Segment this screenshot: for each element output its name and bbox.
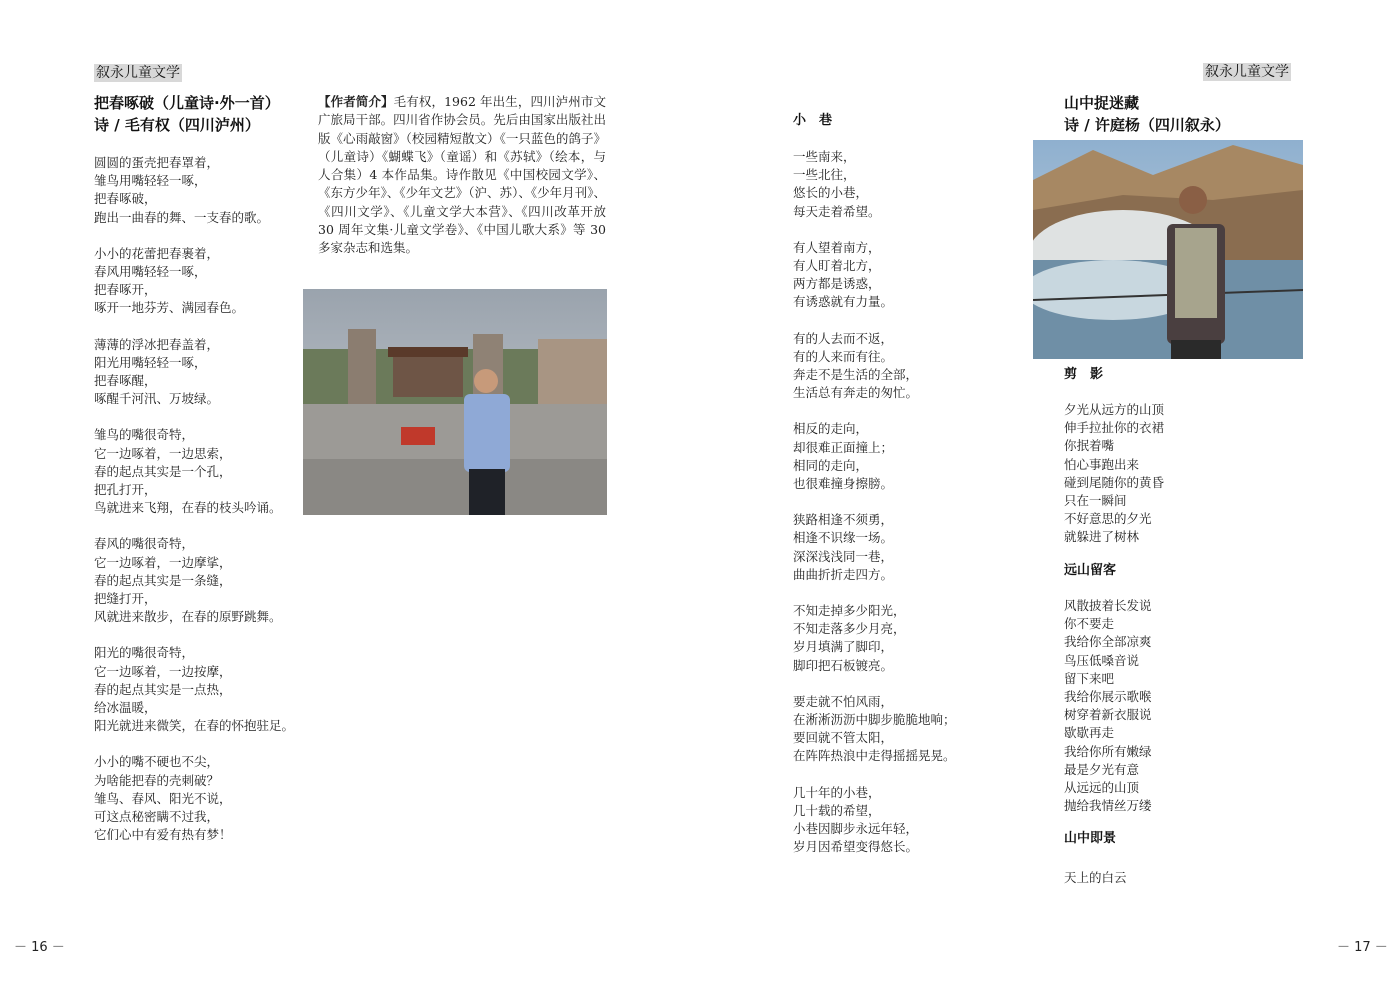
poem-line: 在淅淅沥沥中脚步脆脆地响；	[793, 712, 956, 728]
xiaoxiang-poem-body	[793, 148, 993, 875]
poem-line: 树穿着新衣服说	[1064, 707, 1152, 723]
author-bio-label: 【作者简介】	[318, 94, 394, 109]
jianying-poem-body	[1064, 401, 1304, 547]
jianying-title: 剪 影	[1064, 367, 1104, 382]
poem-line: 把春啄醒，	[94, 373, 157, 389]
poem-line: 不好意思的夕光	[1064, 511, 1152, 527]
poem-line: 雏鸟的嘴很奇特，	[94, 427, 195, 443]
poem-line: 春风用嘴轻轻一啄，	[94, 264, 207, 280]
right-page-number: － 17 －	[1337, 940, 1388, 955]
poem-stanza	[793, 330, 993, 403]
poem-line: 奔走不是生活的全部，	[793, 367, 919, 383]
right-poem-title: 山中捉迷藏	[1064, 94, 1140, 112]
poem-line: 我给你全部凉爽	[1064, 634, 1152, 650]
right-poem-byline: 诗 / 许庭杨（四川叙永）	[1064, 116, 1230, 134]
poem-line: 你不要走	[1064, 616, 1115, 632]
right-running-header: 叙永儿童文学	[1205, 64, 1289, 80]
poem-stanza	[793, 693, 993, 766]
poem-line: 每天走着希望。	[793, 203, 881, 219]
poem-line: 相逢不识缘一场。	[793, 530, 894, 546]
poem-line: 最是夕光有意	[1064, 761, 1140, 777]
poem-stanza	[793, 511, 993, 584]
poem-line: 风就进来散步，在春的原野跳舞。	[94, 609, 282, 625]
poem-line: 啄开一地芬芳、满园春色。	[94, 300, 245, 316]
poem-line: 把春啄开，	[94, 282, 157, 298]
poem-line: 鸟压低嗓音说	[1064, 652, 1140, 668]
poem-line: 从远远的山顶	[1064, 780, 1140, 796]
poem-line: 只在一瞬间	[1064, 493, 1127, 509]
right-photo-illustration	[1033, 140, 1303, 359]
poem-stanza	[94, 245, 324, 318]
left-author-photo	[303, 289, 607, 515]
poem-line: 要回就不管太阳，	[793, 730, 894, 746]
poem-line: 圆圆的蛋壳把春罩着，	[94, 155, 220, 170]
author-bio-text: 毛有权，1962 年出生，四川泸州市文广旅局干部。四川省作协会员。先后由国家出版社出版《心雨敲窗》（校园精短散文）《一只蓝色的鸽子》（儿童诗）《蝴蝶飞》（童谣）和《苏轼》（绘本，与人合集）4 本作品集。诗作散见《中国校园文学》、《东方少年》、《少年文艺》（沪、苏）、《少年月刊》、《四川文学》、《儿童文学大本营》、《四川改革开放 30 周年文集·儿童文学卷》、《中国儿歌大系》等 30 多家杂志和选集。	[318, 94, 606, 256]
poem-line: 曲曲折折走四方。	[793, 566, 894, 582]
poem-line: 怕心事跑出来	[1064, 456, 1140, 472]
poem-line: 几十年的小巷，	[793, 784, 881, 800]
poem-line: 伸手拉扯你的衣裙	[1064, 420, 1165, 436]
poem-line: 却很难正面撞上；	[793, 439, 894, 455]
poem-line: 啄醒千河汛、万坡绿。	[94, 391, 220, 407]
poem-line: 不知走掉多少阳光，	[793, 603, 906, 619]
poem-stanza	[94, 336, 324, 409]
poem-line: 把春啄破，	[94, 191, 157, 207]
poem-line: 狭路相逢不须勇，	[793, 512, 894, 528]
poem-line: 一些南来，	[793, 149, 856, 164]
poem-line: 脚印把石板镀亮。	[793, 657, 894, 673]
poem-line: 天上的白云	[1064, 870, 1127, 885]
poem-line: 小巷因脚步永远年轻，	[793, 821, 919, 837]
poem-line: 风散披着长发说	[1064, 598, 1152, 613]
poem-line: 留下来吧	[1064, 670, 1115, 686]
poem-line: 几十载的希望，	[793, 802, 881, 818]
poem-line: 它一边啄着，一边摩挲，	[94, 554, 232, 570]
poem-line: 阳光就进来微笑，在春的怀抱驻足。	[94, 718, 295, 734]
poem-line: 有的人来而有往。	[793, 348, 894, 364]
poem-line: 阳光的嘴很奇特，	[94, 645, 195, 661]
poem-line: 小小的嘴不硬也不尖，	[94, 754, 220, 770]
yuanshan-title: 远山留客	[1064, 563, 1117, 578]
xiaoxiang-title: 小 巷	[793, 113, 833, 128]
poem-line: 雏鸟、春风、阳光不说，	[94, 790, 232, 806]
poem-line: 把孔打开，	[94, 482, 157, 498]
poem-line: 两方都是诱惑，	[793, 276, 881, 292]
poem-stanza	[793, 420, 993, 493]
poem-line: 跑出一曲春的舞、一支春的歌。	[94, 209, 270, 225]
author-bio	[318, 93, 606, 258]
poem-stanza	[793, 602, 993, 675]
poem-line: 鸟就进来飞翔，在春的枝头吟诵。	[94, 500, 282, 516]
poem-stanza	[94, 154, 324, 227]
poem-line: 岁月填满了脚印，	[793, 639, 894, 655]
yuanshan-poem-body	[1064, 597, 1304, 815]
poem-line: 碰到尾随你的黄昏	[1064, 474, 1165, 490]
left-poem-title: 把春啄破（儿童诗·外一首）	[94, 94, 280, 112]
poem-line: 有诱惑就有力量。	[793, 294, 894, 310]
poem-line: 可这点秘密瞒不过我，	[94, 809, 220, 825]
poem-line: 一些北往，	[793, 167, 856, 183]
poem-stanza	[94, 753, 324, 844]
poem-line: 我给你展示歌喉	[1064, 689, 1152, 705]
poem-line: 生活总有奔走的匆忙。	[793, 385, 919, 401]
poem-line: 夕光从远方的山顶	[1064, 402, 1165, 417]
poem-line: 春的起点其实是一条缝，	[94, 572, 232, 588]
poem-stanza	[94, 535, 324, 626]
left-poem-body	[94, 154, 324, 863]
poem-line: 悠长的小巷，	[793, 185, 869, 201]
poem-line: 小小的花蕾把春裹着，	[94, 245, 220, 261]
poem-line: 它们心中有爱有热有梦！	[94, 827, 232, 843]
poem-line: 相同的走向，	[793, 457, 869, 473]
poem-line: 春的起点其实是一点热，	[94, 681, 232, 697]
poem-line: 深深浅浅同一巷，	[793, 548, 894, 564]
poem-line: 岁月因希望变得悠长。	[793, 839, 919, 855]
poem-line: 抛给我情丝万缕	[1064, 798, 1152, 814]
poem-line: 雏鸟用嘴轻轻一啄，	[94, 173, 207, 189]
poem-line: 阳光用嘴轻轻一啄，	[94, 354, 207, 370]
poem-line: 要走就不怕风雨，	[793, 693, 894, 709]
poem-line: 你抿着嘴	[1064, 438, 1115, 454]
poem-line: 就躲进了树林	[1064, 529, 1140, 545]
poem-line: 它一边啄着，一边思索，	[94, 445, 232, 461]
poem-line: 薄薄的浮冰把春盖着，	[94, 336, 220, 352]
poem-line: 春的起点其实是一个孔，	[94, 463, 232, 479]
poem-stanza	[793, 784, 993, 857]
poem-line: 也很难撞身擦膀。	[793, 476, 894, 492]
poem-line: 有人望着南方，	[793, 239, 881, 255]
left-poem-byline: 诗 / 毛有权（四川泸州）	[94, 116, 260, 134]
poem-stanza	[94, 426, 324, 517]
right-author-photo	[1033, 140, 1303, 359]
left-page-number: － 16 －	[14, 940, 65, 955]
poem-line: 春风的嘴很奇特，	[94, 536, 195, 552]
jijing-poem-body	[1064, 869, 1304, 887]
poem-line: 相反的走向，	[793, 421, 869, 437]
poem-line: 有人盯着北方，	[793, 258, 881, 274]
left-running-header: 叙永儿童文学	[96, 65, 180, 81]
poem-line: 不知走落多少月亮，	[793, 621, 906, 637]
poem-line: 为啥能把春的壳刺破？	[94, 772, 220, 788]
poem-line: 歇歇再走	[1064, 725, 1115, 741]
left-photo-illustration	[303, 289, 607, 515]
poem-stanza	[793, 239, 993, 312]
jijing-title: 山中即景	[1064, 831, 1117, 846]
poem-line: 把缝打开，	[94, 591, 157, 607]
poem-stanza	[793, 148, 993, 221]
poem-line: 它一边啄着，一边按摩，	[94, 663, 232, 679]
poem-line: 给冰温暖，	[94, 700, 157, 716]
poem-line: 有的人去而不返，	[793, 330, 894, 346]
poem-stanza	[94, 644, 324, 735]
poem-line: 在阵阵热浪中走得摇摇晃晃。	[793, 748, 956, 764]
poem-line: 我给你所有嫩绿	[1064, 743, 1152, 759]
